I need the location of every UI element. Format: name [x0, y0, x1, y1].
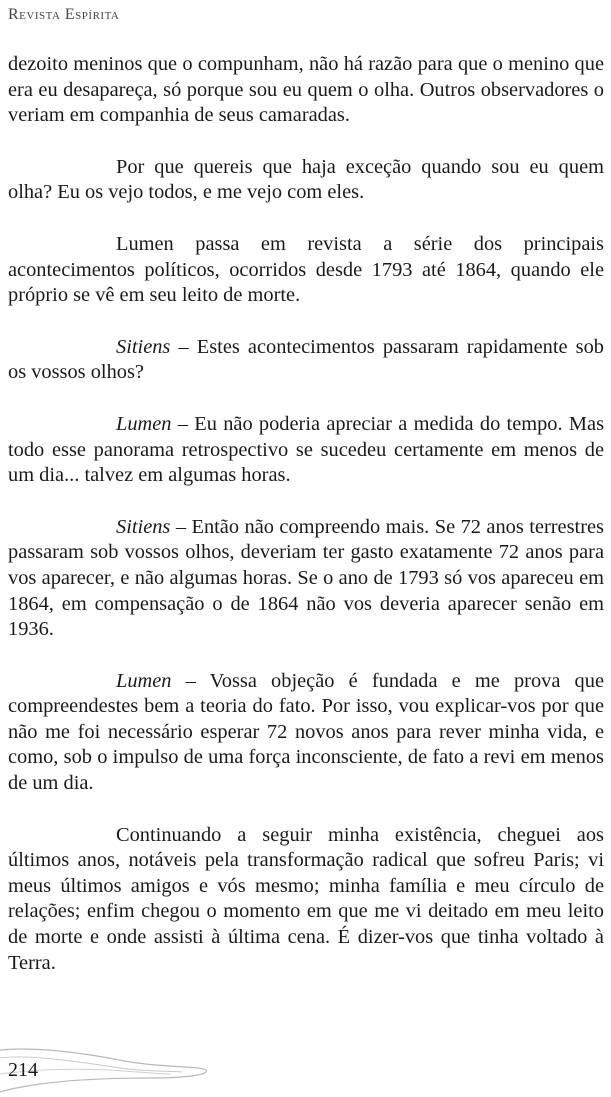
paragraph	[8, 155, 604, 206]
dialogue-paragraph	[8, 335, 604, 386]
paragraph	[8, 823, 604, 977]
paragraph-text: dezoito meninos que o compunham, não há razão para que o menino que era eu desapareça, só porque sou eu quem o olha. Outros observadores o veriam em companhia de seus camaradas.	[8, 53, 604, 127]
dialogue-paragraph	[8, 515, 604, 643]
paragraph-text: – Eu não poderia apreciar a medida do tempo. Mas todo esse panorama retrospectivo se sucedeu certamente em menos de um dia... talvez em algumas horas.	[8, 412, 604, 487]
speaker-name: Sitiens	[116, 515, 171, 538]
paragraph-text: – Então não compreendo mais. Se 72 anos terrestres passaram sob vossos olhos, deveriam ter gasto exatamente 72 anos para vos aparecer, e não algumas horas. Se o ano de 1793 só vos apareceu em 1864, em compensação o de 1864 não vos deveria aparecer senão em 1936.	[8, 515, 604, 641]
paragraph-text: Por que quereis que haja exceção quando sou eu quem olha? Eu os vejo todos, e me vejo com eles.	[8, 155, 604, 204]
paragraph-text: Lumen passa em revista a série dos principais acontecimentos políticos, ocorridos desde 1793 até 1864, quando ele próprio se vê em seu leito de morte.	[8, 232, 604, 307]
paragraph-text: Continuando a seguir minha existência, cheguei aos últimos anos, notáveis pela transformação radical que sofreu Paris; vi meus últimos amigos e vós mesmo; minha família e meu círculo de relações; enfim chegou o momento em que me vi deitado em meu leito de morte e onde assisti à última cena. É dizer-vos que tinha voltado à Terra.	[8, 823, 604, 974]
paragraph-text: – Estes acontecimentos passaram rapidamente sob os vossos olhos?	[8, 335, 604, 384]
page-body	[8, 52, 604, 1002]
speaker-name: Sitiens	[116, 335, 171, 358]
running-head: Revista Espírita	[8, 6, 120, 23]
paragraph	[8, 232, 604, 309]
dialogue-paragraph	[8, 412, 604, 489]
dialogue-paragraph	[8, 669, 604, 797]
page-number: 214	[8, 1059, 38, 1081]
paragraph-text: – Vossa objeção é fundada e me prova que compreendestes bem a teoria do fato. Por isso, vou explicar-vos por que não me foi necessário esperar 72 novos anos para rever minha vida, e como, sob o impulso de uma força inconsciente, de fato a revi em menos de um dia.	[8, 669, 604, 795]
paragraph	[8, 52, 604, 129]
speaker-name: Lumen	[116, 412, 172, 435]
footer-swoosh-ornament	[0, 1044, 260, 1094]
speaker-name: Lumen	[116, 669, 172, 692]
